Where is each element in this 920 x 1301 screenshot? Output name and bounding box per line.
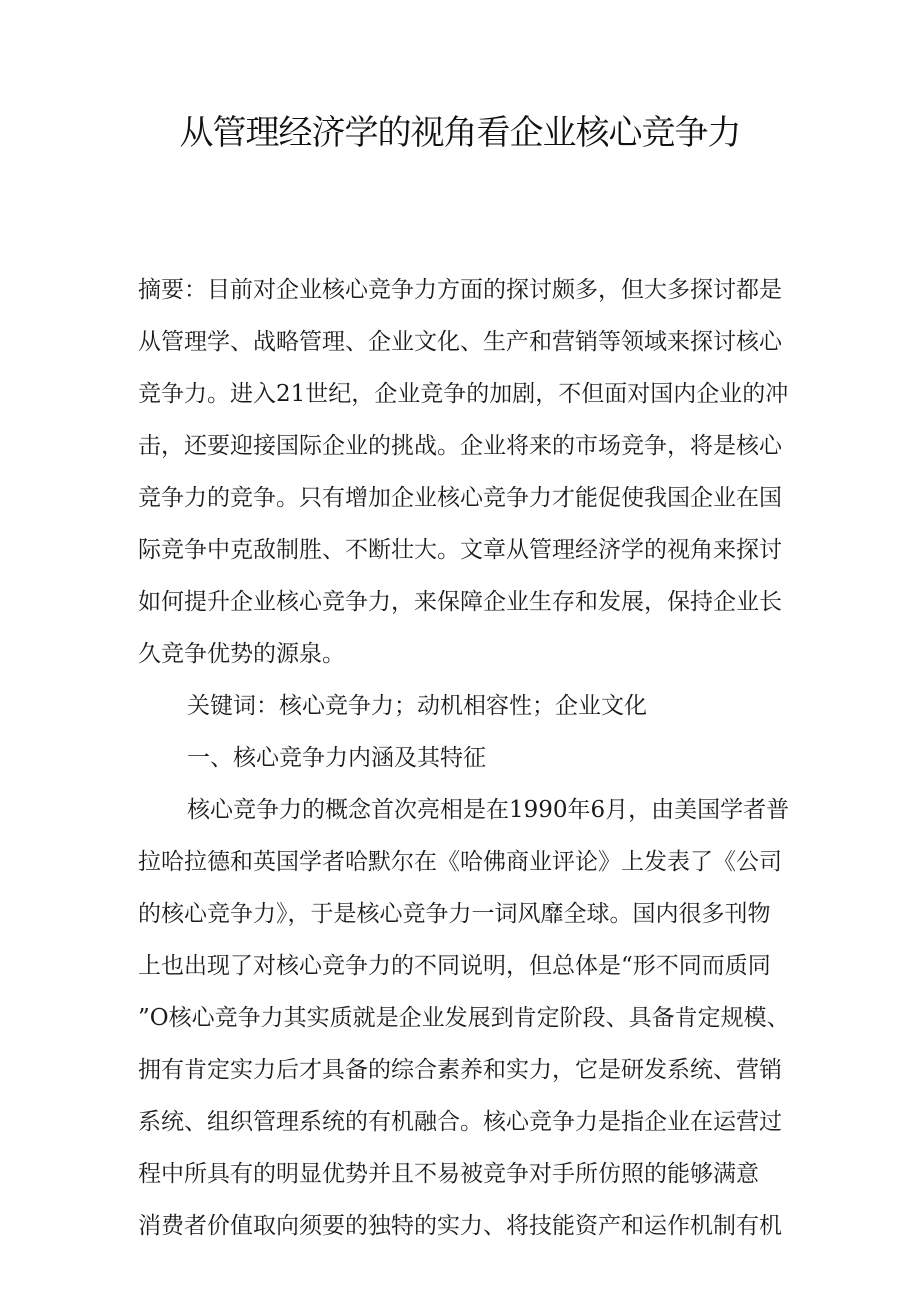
document-title: 从管理经济学的视角看企业核心竞争力 (179, 113, 741, 153)
abstract-line-8: 久竞争优势的源泉。 (138, 641, 345, 667)
body-line-2: 拉哈拉德和英国学者哈默尔在《哈佛商业评论》上发表了《公司 (138, 849, 782, 875)
abstract-line-5: 竞争力的竞争。只有增加企业核心竞争力才能促使我国企业在国 (138, 485, 782, 511)
body-line-9: 消费者价值取向须要的独特的实力、将技能资产和运作机制有机 (138, 1213, 782, 1239)
body-line-5: ”O核心竞争力其实质就是企业发展到肯定阶段、具备肯定规模、 (138, 1005, 790, 1031)
body-line-7: 系统、组织管理系统的有机融合。核心竞争力是指企业在运营过 (138, 1109, 782, 1135)
abstract-line-7: 如何提升企业核心竞争力，来保障企业生存和发展，保持企业长 (138, 589, 782, 615)
section-heading: 一、核心竞争力内涵及其特征 (187, 745, 486, 771)
body-line-8: 程中所具有的明显优势并且不易被竞争对手所仿照的能够满意 (138, 1161, 759, 1187)
body-line-4: 上也出现了对核心竞争力的不同说明，但总体是“形不同而质同 (138, 953, 771, 979)
abstract-line-4: 击，还要迎接国际企业的挑战。企业将来的市场竞争，将是核心 (138, 433, 782, 459)
abstract-line-1: 摘要：目前对企业核心竞争力方面的探讨颇多，但大多探讨都是 (138, 277, 782, 303)
keywords-line: 关键词：核心竞争力；动机相容性；企业文化 (187, 693, 647, 719)
abstract-line-2: 从管理学、战略管理、企业文化、生产和营销等领域来探讨核心 (138, 329, 782, 355)
body-line-3: 的核心竞争力》，于是核心竞争力一词风靡全球。国内很多刊物 (138, 901, 771, 927)
body-line-1: 核心竞争力的概念首次亮相是在1990年6月，由美国学者普 (187, 797, 790, 823)
body-line-6: 拥有肯定实力后才具备的综合素养和实力，它是研发系统、营销 (138, 1057, 782, 1083)
abstract-line-3: 竞争力。进入21世纪，企业竞争的加剧，不但面对国内企业的冲 (138, 381, 789, 407)
abstract-line-6: 际竞争中克敌制胜、不断壮大。文章从管理经济学的视角来探讨 (138, 537, 782, 563)
